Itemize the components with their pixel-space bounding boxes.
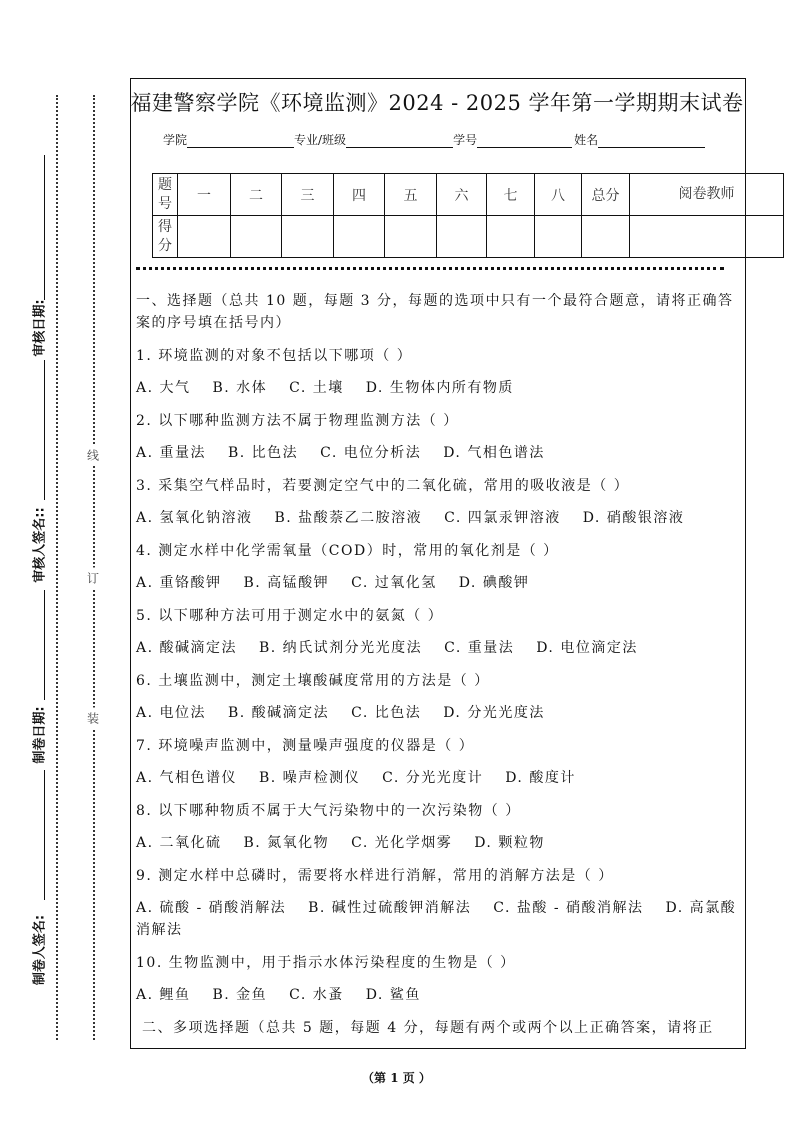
option: B. 纳氏试剂分光光度法 <box>258 640 423 656</box>
option: B. 噪声检测仪 <box>258 770 361 786</box>
question-stem: 9. 测定水样中总磷时，需要将水样进行消解，常用的消解方法是（ ） <box>136 867 614 884</box>
score-row <box>153 216 784 258</box>
question-options <box>136 572 740 594</box>
question-stem: 4. 测定水样中化学需氧量（COD）时，常用的氧化剂是（ ） <box>136 542 559 559</box>
question-options <box>136 832 740 854</box>
option: C. 重量法 <box>444 640 515 656</box>
review-date-label: 审核日期: <box>32 299 48 357</box>
score-cell[interactable] <box>231 216 282 258</box>
question-stem: 8. 以下哪种物质不属于大气污染物中的一次污染物（ ） <box>136 802 521 819</box>
option: D. 颗粒物 <box>474 835 545 851</box>
compile-date-label: 制卷日期: <box>32 706 48 764</box>
compile-date-blank <box>44 590 45 700</box>
option: B. 金鱼 <box>212 987 268 1003</box>
dotted-separator <box>136 267 724 270</box>
score-cell[interactable] <box>282 216 334 258</box>
question-stem: 3. 采集空气样品时，若要测定空气中的二氧化硫，常用的吸收液是（ ） <box>136 477 630 494</box>
binding-mark-staple: 订 <box>87 568 99 589</box>
col-7: 七 <box>487 174 535 216</box>
question-stem: 6. 土壤监测中，测定土壤酸碱度常用的方法是（ ） <box>136 672 490 689</box>
question-stem: 10. 生物监测中，用于指示水体污染程度的生物是（ ） <box>136 954 516 971</box>
score-cell[interactable] <box>535 216 582 258</box>
option: D. 碘酸钾 <box>458 575 530 591</box>
option: B. 高锰酸钾 <box>243 575 330 591</box>
reviewer-signature-blank <box>44 360 45 500</box>
col-3: 三 <box>282 174 334 216</box>
question-options <box>136 767 740 789</box>
option: A. 鲤鱼 <box>136 987 191 1003</box>
question-stem: 1. 环境监测的对象不包括以下哪项（ ） <box>136 347 413 364</box>
question-options <box>136 507 740 529</box>
score-cell[interactable] <box>334 216 385 258</box>
option: A. 气相色谱仪 <box>136 770 238 786</box>
name-label: 姓名 <box>574 133 599 147</box>
col-total: 总分 <box>582 174 630 216</box>
option: A. 氢氧化钠溶液 <box>136 510 253 526</box>
option: A. 电位法 <box>136 705 207 721</box>
option: D. 生物体内所有物质 <box>365 380 514 396</box>
review-date-blank <box>44 155 45 300</box>
option: A. 硫酸 - 硝酸消解法 <box>136 900 287 916</box>
col-grader: 阅卷教师 <box>630 174 784 216</box>
option: A. 酸碱滴定法 <box>136 640 238 656</box>
col-5: 五 <box>385 174 437 216</box>
option: A. 二氧化硫 <box>136 835 222 851</box>
score-cell[interactable] <box>437 216 487 258</box>
binding-mark-bind: 装 <box>87 708 99 729</box>
option: C. 四氯汞钾溶液 <box>444 510 561 526</box>
score-cell[interactable] <box>178 216 231 258</box>
question-stem: 7. 环境噪声监测中，测量噪声强度的仪器是（ ） <box>136 737 475 754</box>
col-8: 八 <box>535 174 582 216</box>
binding-mark-line: 线 <box>87 445 99 466</box>
student-id-field[interactable] <box>477 133 572 148</box>
score-table <box>152 173 784 258</box>
option: D. 高氯酸消解法 <box>136 900 737 938</box>
option: A. 重量法 <box>136 445 207 461</box>
score-cell[interactable] <box>582 216 630 258</box>
option: B. 酸碱滴定法 <box>227 705 330 721</box>
question-options <box>136 377 740 399</box>
section2-heading: 二、多项选择题（总共 5 题，每题 4 分，每题有两个或两个以上正确答案，请将正 <box>136 1019 714 1036</box>
college-field[interactable] <box>187 133 294 148</box>
student-id-label: 学号 <box>453 133 478 147</box>
option: D. 气相色谱法 <box>443 445 545 461</box>
score-cell[interactable] <box>385 216 437 258</box>
college-label: 学院 <box>163 133 188 147</box>
option: B. 盐酸萘乙二胺溶液 <box>274 510 423 526</box>
option: D. 酸度计 <box>505 770 576 786</box>
option: A. 重铬酸钾 <box>136 575 222 591</box>
section1-heading: 一、选择题（总共 10 题，每题 3 分，每题的选项中只有一个最符合题意，请将正确答案的序号填在括号内） <box>136 293 734 331</box>
question-options <box>136 897 740 941</box>
compiler-signature-blank <box>44 770 45 900</box>
score-cell[interactable] <box>487 216 535 258</box>
option: C. 比色法 <box>351 705 422 721</box>
option: B. 碱性过硫酸钾消解法 <box>308 900 472 916</box>
option: C. 分光光度计 <box>382 770 484 786</box>
question-options <box>136 637 740 659</box>
name-field[interactable] <box>598 133 705 148</box>
col-6: 六 <box>437 174 487 216</box>
option: A. 大气 <box>136 380 191 396</box>
option: C. 水蚤 <box>289 987 344 1003</box>
question-options <box>136 984 740 1006</box>
question-stem: 5. 以下哪种方法可用于测定水中的氨氮（ ） <box>136 607 444 624</box>
option: C. 电位分析法 <box>320 445 422 461</box>
col-4: 四 <box>334 174 385 216</box>
score-header: 得分 <box>153 216 178 258</box>
student-info-line <box>163 131 705 148</box>
compiler-signature-label: 制卷人签名: <box>32 914 48 986</box>
option: D. 电位滴定法 <box>536 640 638 656</box>
reviewer-signature-label: 审核人签名:: <box>32 507 48 583</box>
question-number-row <box>153 174 784 216</box>
option: C. 光化学烟雾 <box>351 835 453 851</box>
exam-body <box>136 290 740 1049</box>
option: C. 土壤 <box>289 380 344 396</box>
col-2: 二 <box>231 174 282 216</box>
option: D. 鲨鱼 <box>365 987 421 1003</box>
option: B. 氮氧化物 <box>243 835 330 851</box>
option: C. 盐酸 - 硝酸消解法 <box>493 900 644 916</box>
major-class-field[interactable] <box>346 133 453 148</box>
option: D. 硝酸银溶液 <box>582 510 685 526</box>
option: B. 比色法 <box>227 445 299 461</box>
page-number: （第 1 页 ） <box>362 1071 431 1085</box>
question-number-header: 题号 <box>153 174 178 216</box>
question-options <box>136 442 740 464</box>
option: C. 过氧化氢 <box>351 575 437 591</box>
major-class-label: 专业/班级 <box>294 133 347 147</box>
binding-dotted-line-outer <box>56 95 58 1040</box>
score-cell[interactable] <box>630 216 784 258</box>
question-stem: 2. 以下哪种监测方法不属于物理监测方法（ ） <box>136 412 459 429</box>
option: D. 分光光度法 <box>443 705 545 721</box>
option: B. 水体 <box>212 380 268 396</box>
col-1: 一 <box>178 174 231 216</box>
question-options <box>136 702 740 724</box>
exam-title: 福建警察学院《环境监测》2024 - 2025 学年第一学期期末试卷 <box>130 91 744 115</box>
